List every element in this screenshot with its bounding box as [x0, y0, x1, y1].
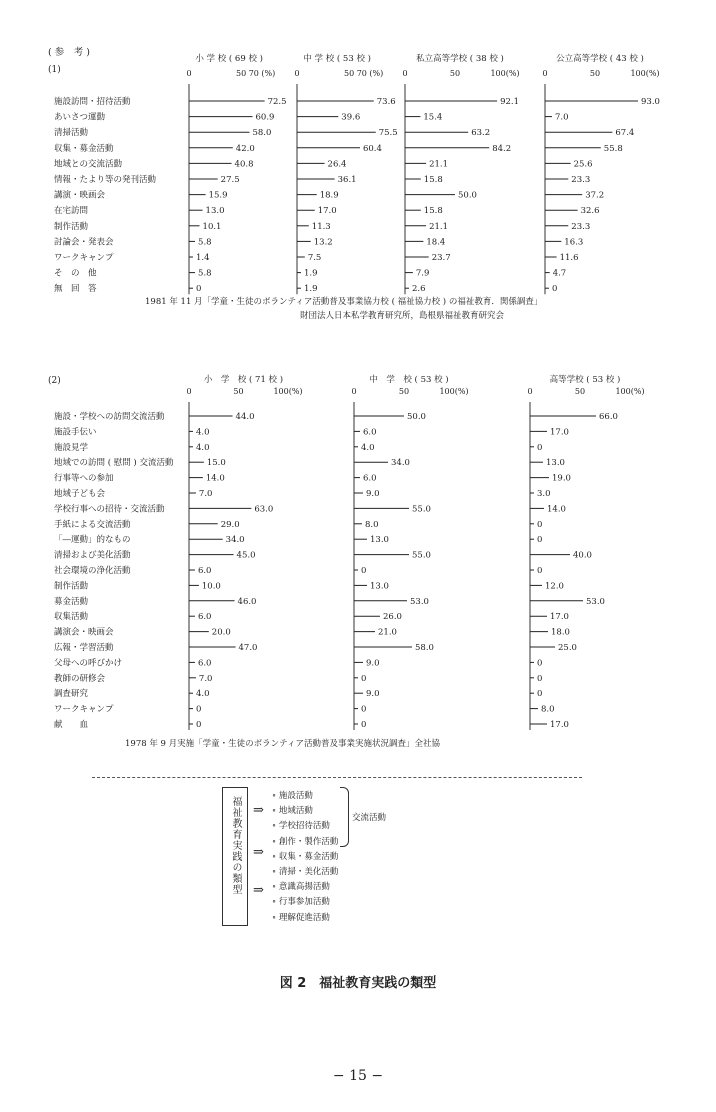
value-label: 0 — [361, 720, 367, 730]
value-label: 13.0 — [370, 581, 389, 592]
tick-label: 0 — [186, 387, 192, 396]
category-label: 社会環境の浄化活動 — [54, 566, 131, 576]
value-label: 73.6 — [376, 97, 396, 107]
value-label: 17.0 — [550, 612, 569, 623]
value-label: 8.0 — [365, 519, 379, 530]
value-label: 15.0 — [206, 458, 226, 469]
value-label: 58.0 — [252, 128, 272, 139]
value-label: 4.0 — [196, 442, 210, 453]
tick-label: 0 — [527, 387, 533, 396]
category-label: 制作活動 — [54, 581, 89, 592]
category-label: 調査研究 — [54, 689, 89, 700]
value-label: 92.1 — [500, 97, 520, 107]
value-label: 0 — [361, 673, 367, 684]
tick-label: 70 (%) — [356, 69, 384, 78]
source-1-line2: 財団法人日本私学教育研究所，島根県福祉教育研究会 — [300, 311, 505, 321]
category-label: 地域との交流活動 — [54, 159, 123, 170]
tick-label: 50 — [449, 69, 461, 78]
diagram-item: ∘ 収集・募金活動 — [272, 851, 339, 862]
value-label: 6.0 — [363, 427, 377, 438]
value-label: 6.0 — [363, 473, 377, 484]
panel-title: 公立高等学校 ( 43 校 ) — [556, 54, 644, 64]
tick-label: 70 (%) — [248, 69, 276, 78]
category-label: 教師の研修会 — [54, 673, 106, 684]
value-label: 26.4 — [327, 159, 347, 170]
value-label: 7.9 — [415, 268, 430, 279]
category-label: 献 血 — [54, 720, 89, 730]
value-label: 40.0 — [573, 550, 592, 561]
tick-label: 0 — [402, 69, 408, 78]
value-label: 18.4 — [426, 237, 446, 248]
category-label: 施設見学 — [54, 442, 89, 453]
category-label: ワークキャンプ — [54, 253, 114, 263]
category-label: 学校行事への招待・交流活動 — [54, 504, 165, 515]
category-label: 施設・学校への訪問交流活動 — [54, 412, 165, 422]
category-label: ワークキャンプ — [54, 704, 114, 715]
value-label: 0 — [537, 673, 543, 684]
value-label: 15.9 — [208, 190, 228, 201]
category-label: 施設手伝い — [54, 427, 97, 438]
value-label: 34.0 — [391, 458, 410, 469]
value-label: 23.3 — [571, 221, 591, 232]
type-box — [222, 787, 248, 926]
category-label: 父母への呼びかけ — [54, 658, 123, 669]
category-label: あいさつ運動 — [54, 112, 106, 123]
value-label: 7.5 — [307, 253, 322, 263]
value-label: 60.4 — [362, 143, 382, 154]
diagram-item: ∘ 行事参加活動 — [272, 897, 330, 908]
value-label: 50.0 — [458, 190, 477, 201]
panel-title: 私立高等学校 ( 38 校 ) — [416, 54, 504, 64]
tick-label: 50 — [398, 387, 410, 396]
value-label: 47.0 — [238, 643, 258, 653]
value-label: 58.0 — [415, 643, 434, 653]
value-label: 4.0 — [196, 689, 210, 700]
value-label: 50.0 — [407, 412, 426, 422]
category-label: 討論会・発表会 — [54, 237, 114, 248]
value-label: 10.1 — [202, 221, 222, 232]
tick-label: 50 — [589, 69, 601, 78]
tick-label: 100(%) — [615, 387, 645, 396]
tick-label: 0 — [542, 69, 548, 78]
category-label: 「―運動」的なもの — [54, 535, 131, 546]
tick-label: 50 — [233, 387, 244, 396]
category-label: そ の 他 — [54, 268, 97, 279]
value-label: 15.8 — [423, 206, 443, 217]
value-label: 36.1 — [337, 175, 357, 185]
value-label: 6.0 — [197, 612, 212, 623]
value-label: 25.6 — [573, 159, 593, 170]
value-label: 16.3 — [564, 237, 584, 248]
value-label: 7.0 — [198, 673, 213, 684]
value-label: 13.0 — [370, 535, 389, 546]
value-label: 39.6 — [341, 112, 361, 123]
value-label: 23.3 — [571, 175, 591, 185]
value-label: 13.2 — [313, 237, 333, 248]
value-label: 6.0 — [197, 566, 212, 576]
value-label: 14.0 — [547, 504, 566, 515]
value-label: 4.7 — [552, 268, 567, 279]
value-label: 13.0 — [205, 206, 225, 217]
category-label: 講演会・映画会 — [54, 627, 114, 638]
category-label: 情報・たより等の発刊活動 — [54, 175, 157, 185]
value-label: 10.0 — [201, 581, 221, 592]
category-label: 地域での訪問 ( 慰問 ) 交流活動 — [54, 458, 174, 469]
value-label: 9.0 — [366, 689, 380, 700]
value-label: 67.4 — [615, 128, 635, 139]
category-label: 無 回 答 — [54, 284, 97, 295]
value-label: 27.5 — [220, 175, 240, 185]
tick-label: 0 — [351, 387, 357, 396]
category-label: 制作活動 — [54, 221, 89, 232]
value-label: 5.8 — [198, 268, 212, 279]
category-label: 講演・映画会 — [54, 190, 106, 201]
tick-label: 100(%) — [630, 69, 660, 78]
value-label: 0 — [196, 720, 202, 730]
value-label: 15.8 — [423, 175, 443, 185]
value-label: 1.9 — [304, 268, 318, 279]
value-label: 0 — [196, 704, 202, 715]
value-label: 53.0 — [410, 596, 429, 607]
brace — [340, 787, 349, 847]
arrow-2: ⇒ — [253, 845, 264, 860]
panel-title: 小 学 校 ( 71 校 ) — [203, 375, 284, 385]
value-label: 9.0 — [366, 658, 380, 669]
tick-label: 50 — [236, 69, 247, 78]
diagram-item: ∘ 施設活動 — [272, 791, 313, 801]
panel-title: 高等学校 ( 53 校 ) — [549, 375, 621, 385]
type-box-label: 福祉教育実践の類型 — [230, 796, 241, 895]
value-label: 11.6 — [559, 253, 579, 263]
category-label: 行事等への参加 — [54, 473, 114, 484]
value-label: 21.1 — [429, 159, 449, 170]
value-label: 55.8 — [603, 143, 623, 154]
value-label: 17.0 — [550, 720, 569, 730]
value-label: 15.4 — [423, 112, 443, 123]
sanko-label: ( 参 考 ) — [48, 47, 90, 58]
value-label: 26.0 — [383, 612, 402, 623]
value-label: 5.8 — [198, 237, 212, 248]
value-label: 17.0 — [317, 206, 337, 217]
value-label: 25.0 — [558, 643, 577, 653]
page-number: − 15 − — [332, 1068, 384, 1084]
value-label: 93.0 — [641, 97, 660, 107]
value-label: 63.0 — [254, 504, 274, 515]
tick-label: 50 — [344, 69, 355, 78]
value-label: 44.0 — [235, 412, 255, 422]
value-label: 7.0 — [198, 489, 213, 499]
value-label: 0 — [361, 704, 367, 715]
part2-label: (2) — [48, 376, 61, 386]
tick-label: 100(%) — [273, 387, 303, 396]
value-label: 0 — [196, 284, 202, 295]
value-label: 0 — [537, 689, 543, 700]
value-label: 21.0 — [378, 627, 397, 638]
category-label: 清掃および美化活動 — [54, 550, 131, 561]
value-label: 11.3 — [311, 221, 331, 232]
value-label: 66.0 — [599, 412, 618, 422]
value-label: 3.0 — [537, 489, 551, 499]
value-label: 53.0 — [586, 596, 605, 607]
value-label: 9.0 — [366, 489, 380, 499]
arrow-3: ⇒ — [253, 883, 264, 898]
brace-label: 交流活動 — [352, 813, 387, 823]
value-label: 0 — [537, 535, 543, 546]
category-label: 清掃活動 — [54, 128, 89, 139]
diagram-item: ∘ 理解促進活動 — [272, 912, 330, 923]
value-label: 1.4 — [196, 253, 210, 263]
value-label: 46.0 — [237, 596, 257, 607]
value-label: 40.8 — [234, 159, 254, 170]
source-1-line1: 1981 年 11 月「学童・生徒のボランティア活動普及事業協力校 ( 福祉協力校 ) の福祉教育．関係調査」 — [145, 297, 543, 307]
part1-label: (1) — [48, 65, 61, 75]
category-label: 広報・学習活動 — [54, 643, 114, 653]
value-label: 29.0 — [220, 519, 240, 530]
diagram-item: ∘ 創作・製作活動 — [272, 836, 339, 847]
value-label: 55.0 — [412, 550, 431, 561]
value-label: 84.2 — [492, 143, 512, 154]
tick-label: 100(%) — [490, 69, 520, 78]
category-label: 募金活動 — [54, 596, 89, 607]
value-label: 60.9 — [255, 112, 275, 123]
diagram-item: ∘ 学校招待活動 — [272, 821, 330, 832]
value-label: 23.7 — [431, 253, 451, 263]
value-label: 0 — [537, 442, 543, 453]
tick-label: 0 — [294, 69, 300, 78]
category-label: 収集活動 — [54, 612, 89, 623]
value-label: 0 — [361, 566, 367, 576]
category-label: 手紙による交流活動 — [54, 519, 131, 530]
value-label: 4.0 — [361, 442, 375, 453]
value-label: 7.0 — [555, 112, 569, 123]
diagram-item: ∘ 清掃・美化活動 — [272, 867, 339, 877]
category-label: 収集・募金活動 — [54, 143, 114, 154]
value-label: 12.0 — [545, 581, 564, 592]
arrow-1: ⇒ — [253, 803, 264, 818]
value-label: 34.0 — [225, 535, 245, 546]
value-label: 2.6 — [412, 284, 426, 295]
tick-label: 0 — [186, 69, 192, 78]
value-label: 4.0 — [196, 427, 210, 438]
tick-label: 100(%) — [439, 387, 469, 396]
value-label: 37.2 — [585, 190, 605, 201]
value-label: 21.1 — [429, 221, 449, 232]
value-label: 0 — [537, 519, 543, 530]
value-label: 1.9 — [304, 284, 318, 295]
value-label: 6.0 — [197, 658, 212, 669]
value-label: 32.6 — [580, 206, 600, 217]
value-label: 75.5 — [378, 128, 398, 139]
value-label: 45.0 — [236, 550, 256, 561]
category-label: 施設訪問・招待活動 — [54, 97, 131, 107]
value-label: 0 — [552, 284, 558, 295]
category-label: 地域子ども会 — [54, 489, 106, 499]
value-label: 19.0 — [552, 473, 571, 484]
value-label: 63.2 — [471, 128, 491, 139]
figure-caption: 図 2 福祉教育実践の類型 — [279, 976, 437, 991]
value-label: 13.0 — [546, 458, 565, 469]
value-label: 18.0 — [551, 627, 570, 638]
value-label: 42.0 — [235, 143, 255, 154]
diagram-item: ∘ 意識高揚活動 — [272, 882, 330, 893]
value-label: 18.9 — [319, 190, 339, 201]
value-label: 0 — [537, 566, 543, 576]
value-label: 72.5 — [267, 97, 287, 107]
tick-label: 50 — [574, 387, 586, 396]
diagram-item: ∘ 地域活動 — [272, 806, 313, 817]
value-label: 17.0 — [550, 427, 569, 438]
value-label: 55.0 — [412, 504, 431, 515]
panel-title: 中 学 校 ( 53 校 ) — [303, 54, 371, 64]
panel-title: 中 学 校 ( 53 校 ) — [369, 375, 449, 385]
source-2-line1: 1978 年 9 月実施「学童・生徒のボランティア活動普及事業実施状況調査」全社協 — [125, 739, 440, 749]
panel-title: 小 学 校 ( 69 校 ) — [195, 54, 263, 64]
category-label: 在宅訪問 — [54, 206, 89, 217]
value-label: 20.0 — [211, 627, 231, 638]
value-label: 14.0 — [205, 473, 225, 484]
dashed-divider — [92, 777, 582, 778]
value-label: 0 — [537, 658, 543, 669]
value-label: 8.0 — [541, 704, 555, 715]
